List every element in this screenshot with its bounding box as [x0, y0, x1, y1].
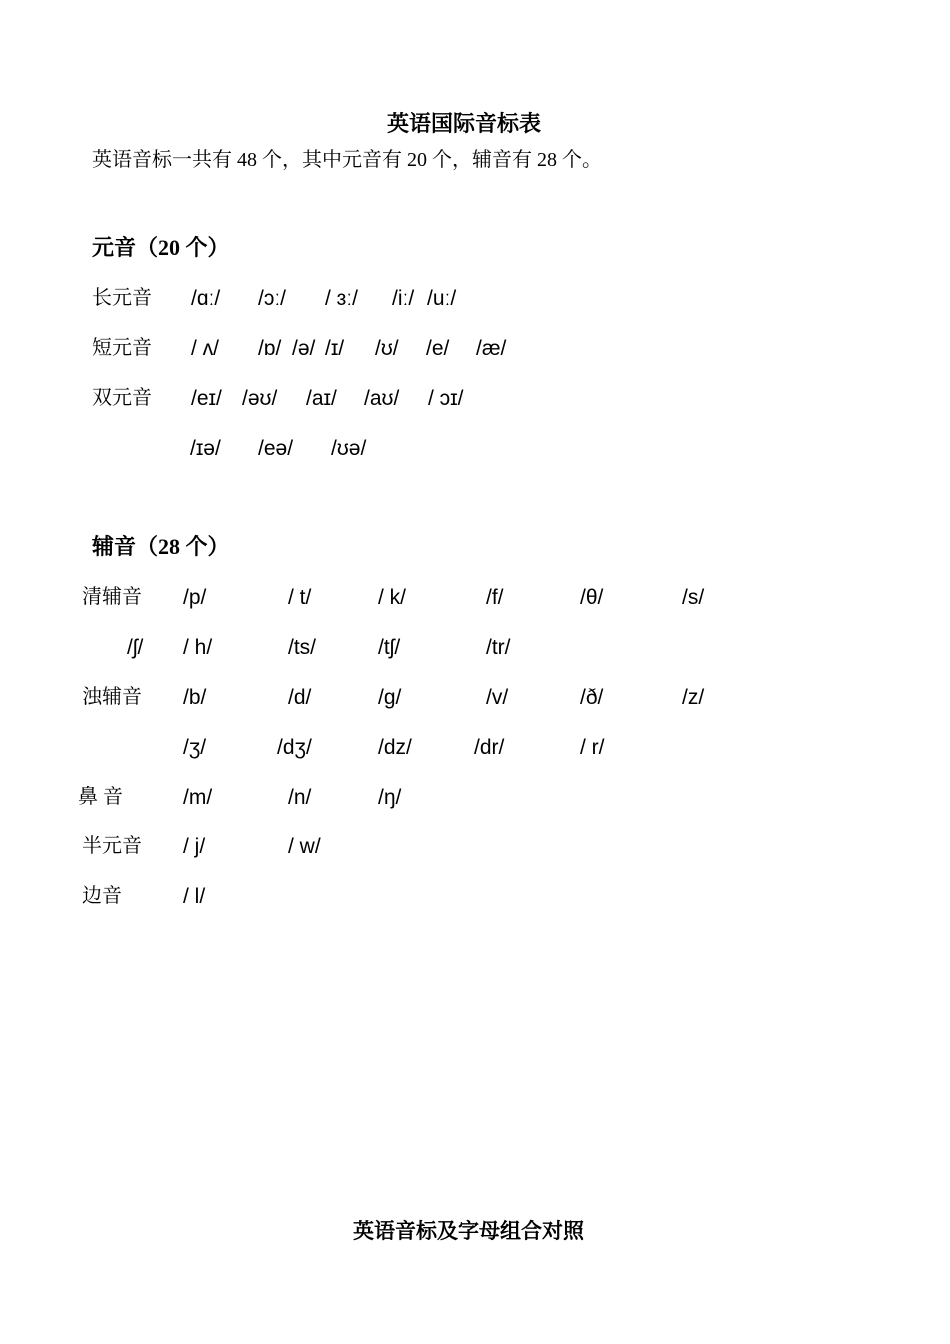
phonetic-symbol: /iː/	[392, 287, 415, 310]
phonetic-symbol: /n/	[288, 786, 312, 809]
phonetic-symbol: /m/	[183, 786, 213, 809]
phonetic-symbol: /d/	[288, 686, 312, 709]
nasal-label: 鼻 音	[78, 786, 123, 808]
phonetic-symbol: /dr/	[474, 736, 505, 759]
phonetic-symbol: / l/	[183, 885, 206, 908]
phonetic-symbol: /s/	[682, 586, 705, 609]
intro-text: 英语音标一共有 48 个，其中元音有 20 个，辅音有 28 个。	[92, 149, 602, 171]
phonetic-symbol: /dz/	[378, 736, 412, 759]
phonetic-symbol: /θ/	[580, 586, 604, 609]
phonetic-symbol: / h/	[183, 636, 213, 659]
phonetic-symbol: /ɑː/	[191, 287, 221, 310]
phonetic-symbol: /ð/	[580, 686, 604, 709]
lateral-label: 边音	[82, 885, 122, 907]
phonetic-symbol: /f/	[486, 586, 504, 609]
page-title: 英语国际音标表	[387, 111, 542, 136]
phonetic-symbol: /eɪ/	[191, 387, 222, 410]
phonetic-symbol: /ɪ/	[325, 337, 345, 360]
phonetic-symbol: /b/	[183, 686, 207, 709]
phonetic-symbol: /ɔː/	[258, 287, 287, 310]
phonetic-symbol: / w/	[288, 835, 321, 858]
semivowel-label: 半元音	[82, 835, 142, 857]
phonetic-symbol: /v/	[486, 686, 509, 709]
phonetic-symbol: /aɪ/	[306, 387, 337, 410]
phonetic-symbol: /tr/	[486, 636, 511, 659]
phonetic-symbol: /ʒ/	[183, 736, 207, 759]
phonetic-symbol: /aʊ/	[364, 387, 400, 410]
phonetic-symbol: / ɔɪ/	[428, 387, 464, 410]
phonetic-symbol: /tʃ/	[378, 636, 401, 659]
phonetic-symbol: /əʊ/	[242, 387, 278, 410]
phonetic-symbol: /ʊə/	[331, 437, 367, 460]
phonetic-symbol: / r/	[580, 736, 605, 759]
phonetic-symbol: /dʒ/	[277, 736, 312, 759]
voiced-label: 浊辅音	[82, 686, 142, 708]
phonetic-symbol: /æ/	[476, 337, 507, 360]
phonetic-symbol: / t/	[288, 586, 312, 609]
phonetic-symbol: /uː/	[427, 287, 457, 310]
voiceless-label: 清辅音	[82, 586, 142, 608]
phonetic-symbol: /p/	[183, 586, 207, 609]
phonetic-symbol: /ʃ/	[127, 636, 144, 659]
short-vowel-label: 短元音	[92, 337, 152, 359]
diphthong-label: 双元音	[92, 387, 152, 409]
phonetic-symbol: / ɜː/	[325, 287, 358, 310]
consonant-heading: 辅音（28 个）	[92, 534, 230, 559]
phonetic-symbol: /ts/	[288, 636, 317, 659]
phonetic-symbol: /g/	[378, 686, 402, 709]
phonetic-symbol: /ɪə/	[190, 437, 221, 460]
phonetic-symbol: /e/	[426, 337, 450, 360]
phonetic-symbol: / k/	[378, 586, 407, 609]
phonetic-symbol: /ɒ/	[258, 337, 282, 360]
phonetic-symbol: /ŋ/	[378, 786, 402, 809]
phonetic-symbol: /eə/	[258, 437, 294, 460]
phonetic-symbol: /ə/	[292, 337, 316, 360]
phonetic-symbol: / j/	[183, 835, 206, 858]
vowel-heading: 元音（20 个）	[92, 235, 230, 260]
phonetic-symbol: /ʊ/	[375, 337, 399, 360]
section-title: 英语音标及字母组合对照	[353, 1219, 584, 1243]
long-vowel-label: 长元音	[92, 287, 152, 309]
phonetic-symbol: / ʌ/	[191, 337, 220, 360]
phonetic-symbol: /z/	[682, 686, 705, 709]
